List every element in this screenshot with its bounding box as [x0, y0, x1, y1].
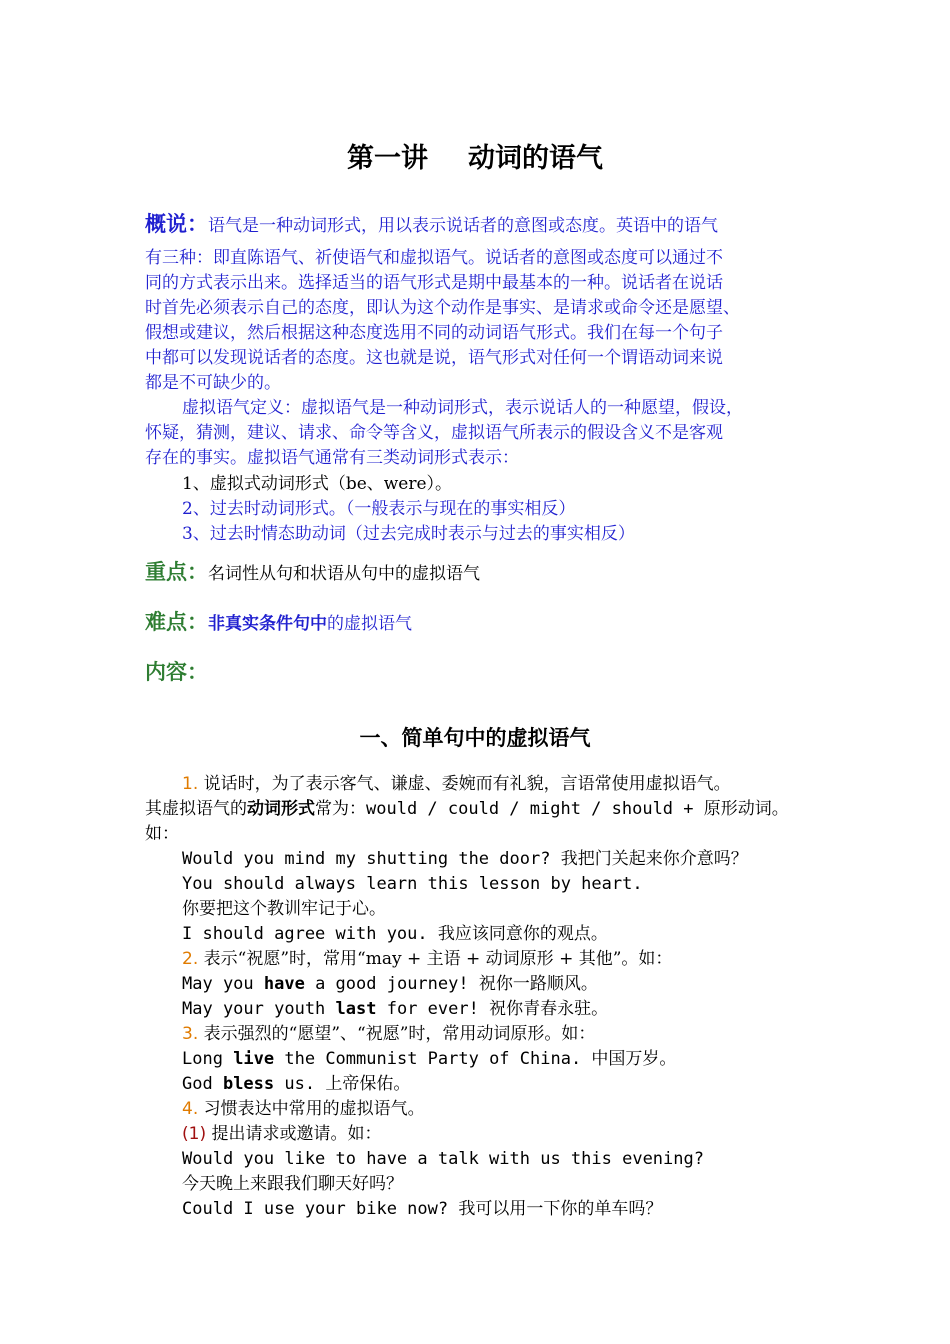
example-keyword: have	[263, 974, 305, 994]
example-part: us. 上帝保佑。	[274, 1074, 411, 1094]
title-lecture: 第一讲	[347, 143, 428, 174]
example-sentence: Would you like to have a talk with us this evening?	[182, 1149, 704, 1169]
example-sentence	[182, 1072, 410, 1097]
example-sentence	[182, 972, 598, 997]
example-keyword: bless	[222, 1074, 275, 1094]
example-part: Long	[182, 1049, 234, 1069]
overview-label: 概说：	[145, 212, 208, 236]
difficulty-bold-text: 非真实条件句中	[208, 614, 327, 634]
item-1-number: 1.	[182, 774, 199, 794]
overview-line: 同的方式表示出来。选择适当的语气形式是期中最基本的一种。说话者在说话	[145, 273, 723, 293]
example-sentence: I should agree with you. 我应该同意你的观点。	[182, 924, 608, 944]
example-part: the Communist Party of China. 中国万岁。	[274, 1049, 677, 1069]
item-3-text: 表示强烈的“愿望”、“祝愿”时，常用动词原形。如：	[198, 1024, 596, 1044]
item-1-bold: 动词形式	[247, 799, 315, 819]
overview-line: 假想或建议，然后根据这种态度选用不同的动词语气形式。我们在每一个句子	[145, 323, 723, 343]
item-2-number: 2.	[182, 949, 199, 969]
item-3-number: 3.	[182, 1024, 199, 1044]
example-sentence	[182, 1047, 676, 1072]
example-part: May your youth	[182, 999, 336, 1019]
item-1	[182, 772, 731, 797]
key-point-text: 名词性从句和状语从句中的虚拟语气	[208, 564, 480, 584]
overview-line: 时首先必须表示自己的态度，即认为这个动作是事实、是请求或命令还是愿望、	[145, 298, 740, 318]
example-translation: 今天晚上来跟我们聊天好吗？	[182, 1174, 403, 1194]
definition-line: 存在的事实。虚拟语气通常有三类动词形式表示：	[145, 448, 519, 468]
item-2	[182, 947, 672, 972]
difficulty	[145, 610, 412, 637]
item-4-number: 4.	[182, 1099, 199, 1119]
example-sentence	[182, 997, 608, 1022]
item-3	[182, 1022, 595, 1047]
form-item: 3、过去时情态助动词（过去完成时表示与过去的事实相反）	[182, 524, 635, 544]
form-item: 1、虚拟式动词形式（be、were）。	[182, 474, 453, 494]
example-keyword: live	[233, 1049, 275, 1069]
item-1-text-b: 常为：would / could / might / should + 原形动词。	[315, 799, 789, 819]
overview-line: 中都可以发现说话者的态度。这也就是说，语气形式对任何一个谓语动词来说	[145, 348, 723, 368]
section-title: 一、简单句中的虚拟语气	[359, 726, 591, 750]
example-sentence: You should always learn this lesson by heart.	[182, 874, 643, 894]
key-point-label: 重点：	[145, 560, 208, 584]
item-4-sub-text: 提出请求或邀请。如：	[206, 1124, 382, 1144]
example-part: May you	[182, 974, 264, 994]
item-2-text: 表示“祝愿”时，常用“may + 主语 + 动词原形 + 其他”。如：	[198, 949, 673, 969]
form-item: 2、过去时动词形式。（一般表示与现在的事实相反）	[182, 499, 576, 519]
example-part: God	[182, 1074, 223, 1094]
definition-line: 怀疑，猜测，建议、请求、命令等含义，虚拟语气所表示的假设含义不是客观	[145, 423, 723, 443]
overview-text: 语气是一种动词形式，用以表示说话者的意图或态度。英语中的语气	[208, 216, 718, 236]
content-heading	[145, 660, 208, 687]
item-4-sub	[182, 1122, 382, 1147]
example-keyword: last	[335, 999, 377, 1019]
content-label: 内容：	[145, 660, 208, 684]
example-sentence: Would you mind my shutting the door? 我把门关起来你介意吗？	[182, 849, 748, 869]
item-4	[182, 1097, 425, 1122]
example-part: for ever! 祝你青春永驻。	[376, 999, 609, 1019]
title-topic: 动词的语气	[468, 143, 603, 174]
difficulty-label: 难点：	[145, 610, 208, 634]
item-1-line-2	[145, 797, 789, 822]
example-part: a good journey! 祝你一路顺风。	[304, 974, 598, 994]
overview-line: 都是不可缺少的。	[145, 373, 281, 393]
definition-line: 虚拟语气定义：虚拟语气是一种动词形式，表示说话人的一种愿望，假设，	[182, 398, 743, 418]
example-sentence: Could I use your bike now? 我可以用一下你的单车吗？	[182, 1199, 663, 1219]
overview-line: 有三种：即直陈语气、祈使语气和虚拟语气。说话者的意图或态度可以通过不	[145, 248, 723, 268]
item-1-text: 说话时，为了表示客气、谦虚、委婉而有礼貌，言语常使用虚拟语气。	[198, 774, 731, 794]
key-point	[145, 560, 480, 587]
item-1-line-3: 如：	[145, 824, 179, 844]
item-4-text: 习惯表达中常用的虚拟语气。	[198, 1099, 425, 1119]
item-4-sub-number: (1)	[182, 1124, 207, 1144]
item-1-text-a: 其虚拟语气的	[145, 799, 247, 819]
overview-first-line	[145, 212, 718, 239]
example-translation: 你要把这个教训牢记于心。	[182, 899, 386, 919]
page-title	[0, 136, 950, 175]
difficulty-text: 的虚拟语气	[327, 614, 412, 634]
